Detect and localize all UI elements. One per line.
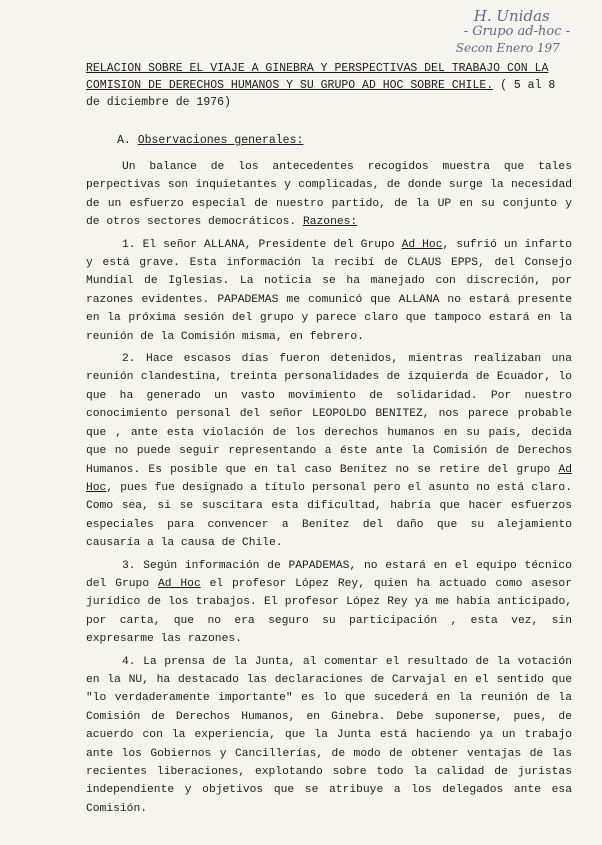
point-text: el profesor López Rey, quien ha actuado como asesor jurídico de los trabajos. El profesor López Rey ya me había anticipado, por carta, que no era seguro su participación , esta vez, sin expresarme las razones. — [86, 577, 572, 646]
title-text: RELACION SOBRE EL VIAJE A GINEBRA Y PERSPECTIVAS DEL TRABAJO CON LA COMISION DE DERECHOS HUMANOS Y SU GRUPO AD HOC SOBRE CHILE. — [86, 62, 549, 92]
underlined-term: Ad Hoc — [86, 463, 572, 494]
point-text: , sufrió un infarto y está grave. Esta información la recibí de CLAUS EPPS, del Consejo Mundial de Iglesias. La noticia se ha manejado con discreción, por razones evidentes. PAPADEMAS me comunicó que ALLANA no estará presente en la próxima sesión del grupo y parece claro que tampoco estará en la reunión de la Comisión misma, en febrero. — [86, 238, 573, 343]
underlined-term: Ad Hoc — [157, 577, 201, 590]
intro-text: Un balance de los antecedentes recogidos muestra que tales perpectivas son inquietantes y complicadas, de donde surge la necesidad de un esfuerzo especial de nuestro partido, de la UP en su conjunto y de otros sectores democráticos. — [86, 161, 572, 229]
handwritten-line: Secon Enero 197 — [455, 41, 560, 55]
point-text: 1. El señor ALLANA, Presidente del Grupo — [122, 238, 402, 251]
document-body — [86, 158, 572, 818]
point-paragraph — [86, 653, 572, 819]
title-date: ( 5 al 8 de diciembre de 1976) — [86, 79, 556, 109]
section-heading — [117, 134, 303, 147]
point-paragraph — [86, 350, 572, 552]
point-paragraph — [86, 236, 572, 346]
point-paragraph — [86, 557, 572, 649]
point-text: , pues fue designado a título personal pero el asunto no está claro. Como sea, si se suscitara esta dificultad, habría que hacer esfuerzos especiales para convencer a Benítez del daño que su alejamiento causaría a la causa de Chile. — [86, 481, 572, 550]
handwritten-line: - Grupo ad-hoc - — [463, 24, 570, 39]
section-title: Observaciones generales: — [137, 134, 304, 147]
document-title — [86, 60, 556, 111]
point-text: 4. La prensa de la Junta, al comentar el resultado de la votación en la NU, ha destacado las declaraciones de Carvajal en el sentido que "lo verdaderamente importante" es lo que sucederá en la reunión de la Comisión de Derechos Humanos, en Ginebra. Debe suponerse, pues, de acuerdo con la experiencia, que la Junta está haciendo ya un trabajo ante los Gobiernos y Cancillerías, de modo de obtener ventajas de las recientes liberaciones, explotando sobre todo la calidad de juristas independiente y objetivos que se atribuye a los delegados ante esa Comisión. — [86, 655, 572, 815]
handwritten-line: H. Unidas — [473, 7, 550, 25]
handwritten-annotation — [456, 8, 570, 56]
point-text: 3. Según información de PAPADEMAS, no estará en el equipo técnico del Grupo — [86, 559, 572, 590]
razones-label: Razones: — [302, 216, 358, 229]
section-letter: A. — [117, 134, 131, 147]
intro-paragraph — [86, 158, 572, 232]
point-text: 2. Hace escasos días fueron detenidos, mientras realizaban una reunión clandestina, treinta personalidades de izquierda de Ecuador, lo que ha generado un vasto movimiento de solidaridad. Por nuestro conocimiento personal del señor LEOPOLDO BENITEZ, nos parece probable que , ante esta violación de los derechos humanos en su país, decida que no puede seguir representando a éste ante la Comisión de Derechos Humanos. Es posible que en tal caso Benítez no se retire del grupo — [86, 353, 572, 476]
underlined-term: Ad Hoc — [401, 238, 443, 251]
